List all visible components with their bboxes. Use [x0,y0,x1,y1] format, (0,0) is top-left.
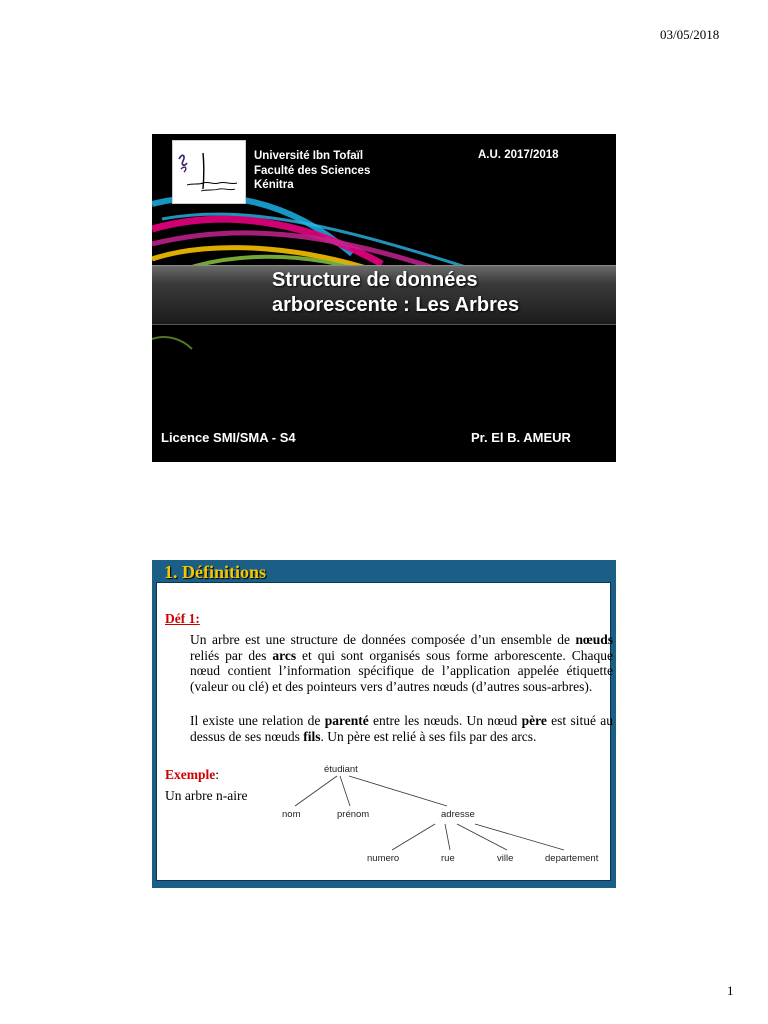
term-parente: parenté [324,713,369,728]
city-name: Kénitra [254,179,294,191]
edge-adresse-departement [475,824,564,850]
faculty-name: Faculté des Sciences [254,164,371,177]
tree-diagram [157,583,610,880]
text: reliés par des [190,647,273,663]
slide-title-line-1: Structure de données [272,269,478,291]
slide-title [272,268,519,318]
term-noeuds: nœuds [575,632,613,647]
university-logo-icon [173,141,245,203]
term-pere: père [521,713,547,728]
section-title: 1. Définitions [164,562,267,582]
text: Un arbre est une structure de données composée d’un ensemble de [190,632,576,647]
program-label: Licence SMI/SMA - S4 [161,430,296,445]
text: entre les nœuds. Un nœud [368,713,522,728]
professor-name: Pr. El B. AMEUR [471,430,571,445]
tree-node-root: étudiant [324,764,358,775]
page-date: 03/05/2018 [660,27,720,42]
slide-content [156,582,611,881]
page-number: 1 [727,983,734,998]
definitions-slide [152,560,616,888]
edge-adresse-numero [392,824,435,850]
text: est situé au dessus de ses nœuds [190,713,613,744]
term-arcs: arcs [272,647,297,663]
text: Il existe une relation de [190,713,325,728]
edge-adresse-ville [457,824,507,850]
university-name: Université Ibn Tofaïl [254,150,364,162]
tree-type-label: Un arbre n-aire [165,788,248,803]
title-slide [152,134,616,462]
term-fils: fils [303,728,321,744]
tree-node-departement: departement [545,853,599,864]
academic-year: A.U. 2017/2018 [478,149,559,161]
text: . Un père est relié à ses fils par des arcs. [320,728,537,744]
definition-label: Déf 1: [165,611,200,626]
edge-adresse-rue [445,824,450,850]
university-info [254,149,370,193]
slide-title-line-2: arborescente : Les Arbres [272,294,520,316]
tree-node-prenom: prénom [337,809,370,820]
tree-node-ville: ville [497,853,514,864]
example-colon: : [215,767,220,782]
example-word: Exemple [165,767,216,782]
university-logo [172,140,246,204]
edge-root-prenom [340,776,350,806]
tree-node-adresse: adresse [441,809,475,820]
tree-node-nom: nom [282,809,301,820]
edge-root-nom [295,776,337,806]
tree-node-rue: rue [441,853,455,864]
edge-root-adresse [349,776,447,806]
text: et qui sont organisés sous forme arborescente. Chaque nœud contient l’information spécifique de l’application appelée étiquette (valeur ou clé) et des pointeurs vers d’autres nœuds (d’autres sous-arbres). [190,647,613,694]
tree-node-numero: numero [367,853,400,864]
